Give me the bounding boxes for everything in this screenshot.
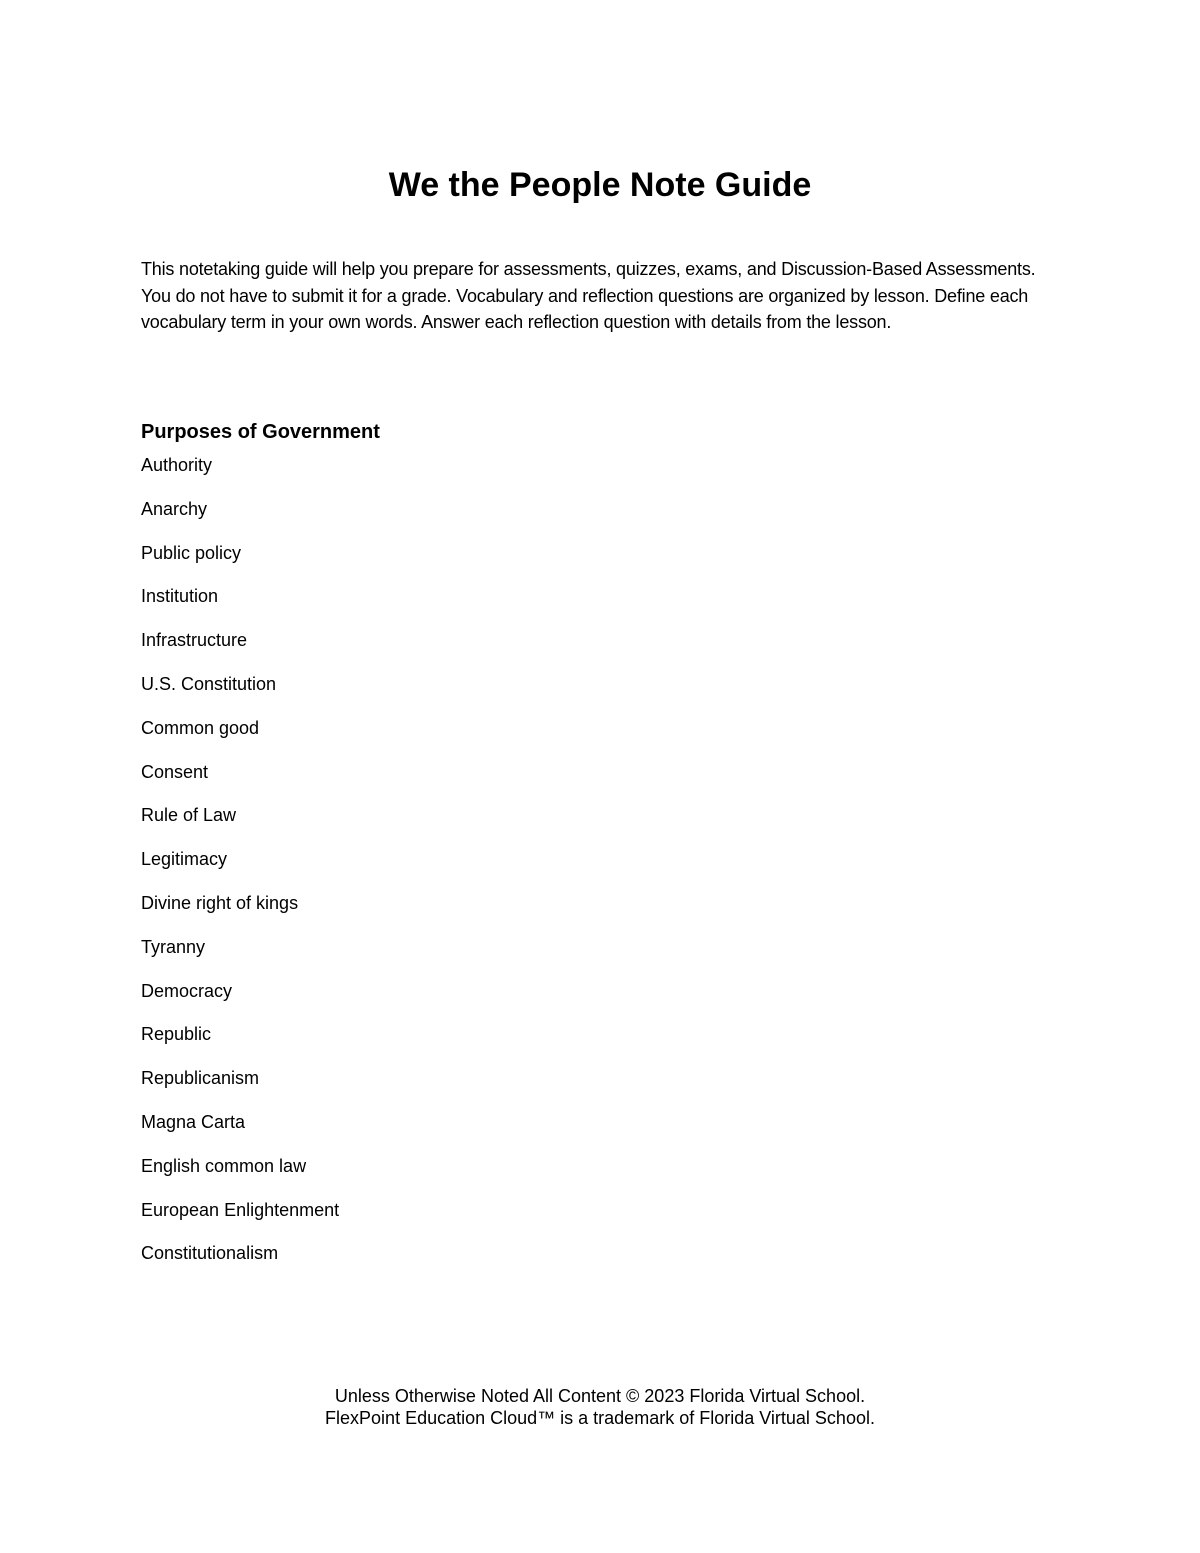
intro-paragraph: This notetaking guide will help you prepare for assessments, quizzes, exams, and Discussion-Based Assessments. You do not have to submit it for a grade. Vocabulary and reflection questions are organized by lesson. Define each vocabulary term in your own words. Answer each reflection question with details from the lesson. [141,259,1036,332]
trademark-line: FlexPoint Education Cloud™ is a trademark of Florida Virtual School. [325,1408,875,1428]
vocab-term: Tyranny [141,936,206,957]
vocab-term: Infrastructure [141,630,248,651]
page-title: We the People Note Guide [388,166,812,204]
section-heading: Purposes of Government [141,421,380,443]
vocab-term: Republicanism [141,1068,260,1089]
vocabulary-list [141,452,339,1284]
vocab-term: Consent [141,761,209,782]
vocab-term: Republic [141,1024,212,1045]
vocab-term: Divine right of kings [141,892,299,913]
vocab-term: Legitimacy [141,849,228,870]
vocab-term: Institution [141,586,219,607]
vocab-term: U.S. Constitution [141,673,277,694]
vocab-term: Common good [141,717,260,738]
vocab-term: Rule of Law [141,805,237,826]
vocab-term: Constitutionalism [141,1243,279,1264]
vocab-term: Magna Carta [141,1111,246,1132]
copyright-footer [0,1385,1200,1429]
vocab-term: Authority [141,455,213,475]
vocab-term: Democracy [141,980,233,1001]
vocab-term: European Enlightenment [141,1199,340,1220]
vocab-term: Public policy [141,542,242,563]
vocab-term: English common law [141,1155,307,1176]
copyright-line: Unless Otherwise Noted All Content © 2023 Florida Virtual School. [334,1386,866,1406]
vocab-term: Anarchy [141,498,208,519]
